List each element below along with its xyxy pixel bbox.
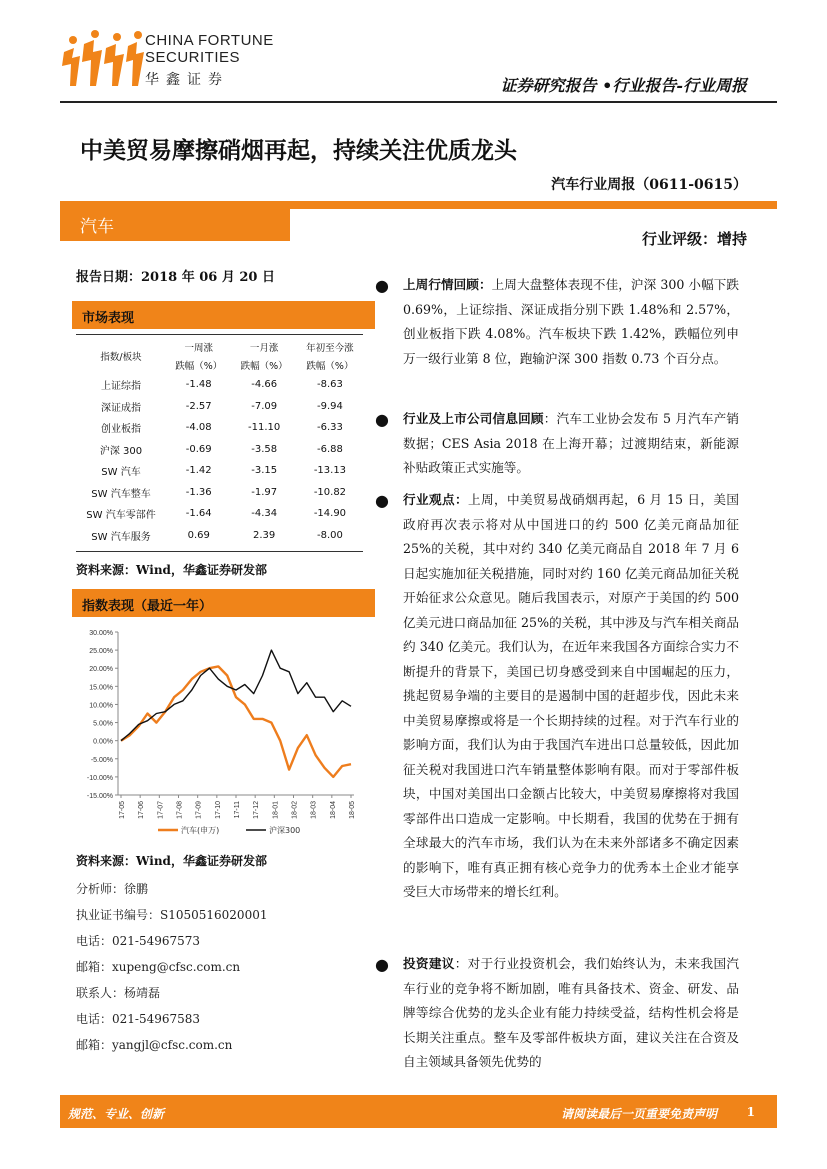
footer-disclaimer: 请阅读最后一页重要免责声明: [560, 1107, 717, 1121]
brand-name-cn: 华鑫证券: [145, 72, 229, 88]
contact-name: 联系人：杨靖磊: [76, 986, 161, 1000]
x-tick-label: 17-06: [138, 801, 146, 819]
legend-label-1: 沪深300: [269, 826, 301, 835]
report-type: 证券研究报告 •行业报告-行业周报: [500, 76, 747, 95]
col-header-name: 指数/板块: [100, 352, 142, 363]
bullet-icon: ●: [375, 410, 389, 429]
y-tick-label: 10.00%: [89, 702, 113, 710]
table-row: 创业板指 -4.08 -11.10 -6.33: [101, 422, 343, 436]
series-line-0: [121, 666, 351, 777]
chart-section-header: [72, 589, 375, 617]
footer-slogan: 规范、专业、创新: [68, 1107, 165, 1121]
brand-name-en: [145, 32, 274, 66]
x-tick-label: 17-12: [253, 801, 261, 819]
y-tick-label: -15.00%: [86, 793, 113, 800]
page-subtitle: 汽车行业周报（0611-0615）: [551, 177, 747, 193]
industry-rating: 行业评级：增持: [641, 230, 747, 248]
col-header-month: 一月涨: [249, 343, 279, 354]
analyst-email[interactable]: 邮箱：xupeng@cfsc.com.cn: [76, 960, 241, 974]
chart-section-title: 指数表现（最近一年）: [82, 599, 213, 614]
market-section-header: [72, 301, 375, 329]
y-tick-label: 20.00%: [89, 666, 113, 674]
table-row: 上证综指 -1.48 -4.66 -8.63: [101, 379, 343, 393]
x-tick-label: 17-08: [176, 801, 184, 819]
contact-phone: 电话：021-54967583: [76, 1012, 201, 1026]
sector-label: 汽车: [80, 217, 114, 237]
bullet-icon: ●: [375, 955, 389, 974]
page-number: 1: [746, 1105, 755, 1119]
market-table: [76, 338, 363, 546]
x-tick-label: 17-10: [214, 801, 222, 819]
table-row: SW 汽车整车 -1.36 -1.97 -10.82: [91, 486, 347, 500]
col-header-week: 一周涨: [184, 343, 213, 354]
brand-name-line2: SECURITIES: [145, 49, 241, 66]
section-investment-advice: 投资建议：对于行业投资机会，我们始终认为，未来我国汽车行业的竞争将不断加剧，唯有具备技术、资金、研发、品牌等综合优势的龙头企业有能力持续受益，结构性机会将是长期关注重点。整车及零部件板块方面，建议关注在合资及自主领域具备领先优势的: [403, 956, 740, 1069]
chart-source: 资料来源：Wind，华鑫证券研发部: [76, 854, 267, 868]
table-row: SW 汽车 -1.42 -3.15 -13.13: [101, 465, 347, 479]
contact-email[interactable]: 邮箱：yangjl@cfsc.com.cn: [76, 1038, 233, 1052]
analyst-phone: 电话：021-54967573: [76, 934, 201, 948]
x-tick-label: 18-05: [349, 801, 356, 819]
x-tick-label: 17-05: [119, 801, 126, 819]
col-header-ytd-unit: 跌幅（%）: [306, 361, 354, 372]
section-industry-news: 行业及上市公司信息回顾：汽车工业协会发布 5 月汽车产销数据；CES Asia 2018 在上海开幕；过渡期结束，新能源补贴政策正式实施等。: [403, 411, 739, 475]
table-top-rule: [76, 334, 363, 335]
y-tick-label: -10.00%: [86, 774, 113, 782]
table-source: 资料来源：Wind，华鑫证券研发部: [76, 563, 267, 577]
x-tick-label: 17-11: [234, 801, 241, 819]
y-tick-label: 30.00%: [89, 630, 113, 637]
table-row: SW 汽车零部件 -1.64 -4.34 -14.90: [86, 508, 347, 522]
bullet-icon: ●: [375, 276, 389, 295]
table-bottom-rule: [76, 551, 363, 552]
section-market-review: 上周行情回顾：上周大盘整体表现不佳，沪深 300 小幅下跌 0.69%，上证综指、深证成指分别下跌 1.48%和 2.57%，创业板指下跌 4.08%。汽车板块下跌 1.42%，跌幅位列申万一级行业第 8 位，跑输沪深 300 指数 0.73 个百分点。: [403, 277, 740, 366]
table-row: 沪深 300 -0.69 -3.58 -6.88: [99, 443, 343, 457]
section-industry-view: 行业观点：上周，中美贸易战硝烟再起，6 月 15 日，美国政府再次表示将对从中国进口的约 500 亿美元商品加征 25%的关税，其中对约 340 亿美元商品自 2018 年 7 月 6 日起实施加征关税措施，同时对约 160 亿美元商品加征关税开始征求公众意见。随后我国表示，对原产于美国的约 500 亿美元进口商品加征 25%的关税，其中涉及与汽车相关商品约 340 亿美元。我们认为，在近年来我国各方面综合实力不断提升的背景下，美国已切身感受到来自中国崛起的压力，挑起贸易争端的主要目的是遏制中国的赶超步伐，因此未来中美贸易摩擦或将是一个长期持续的过程。对于汽车行业的影响方面，我们认为由于我国汽车进出口总量较低，因此加征关税对我国进口汽车销量整体影响有限。而对于零部件板块，中国对美国出口金额占比较大，中美贸易摩擦将对我国零部件出口造成一定影响。中长期看，我国的优势在于拥有全球最大的汽车市场，我们认为在未来外部诸多不确定因素的影响下，唯有真正拥有核心竞争力的优秀本土企业才能享受巨大市场带来的增长红利。: [403, 492, 739, 899]
x-tick-label: 18-02: [291, 801, 299, 819]
market-section-title: 市场表现: [82, 311, 135, 326]
x-tick-label: 17-07: [157, 801, 165, 819]
index-performance-chart: [76, 620, 366, 845]
table-row: 深证成指 -2.57 -7.09 -9.94: [101, 400, 343, 414]
header-divider: [60, 101, 777, 103]
y-tick-label: 25.00%: [89, 648, 113, 656]
col-header-week-unit: 跌幅（%）: [175, 361, 223, 372]
x-tick-label: 18-01: [272, 801, 280, 819]
x-tick-label: 17-09: [195, 801, 203, 819]
report-date: 报告日期：2018 年 06 月 20 日: [76, 270, 275, 285]
y-tick-label: 5.00%: [93, 720, 113, 728]
y-tick-label: -5.00%: [90, 756, 113, 764]
bullet-icon: ●: [375, 491, 389, 510]
page-title: 中美贸易摩擦硝烟再起，持续关注优质龙头: [80, 137, 517, 164]
legend-label-0: 汽车(申万): [181, 826, 220, 835]
brand-name-line1: CHINA FORTUNE: [145, 32, 274, 49]
x-tick-label: 18-04: [329, 801, 337, 819]
analyst-name: 分析师：徐鹏: [76, 882, 149, 896]
license-number: 执业证书编号：S1050516020001: [76, 908, 268, 922]
col-header-month-unit: 跌幅（%）: [240, 361, 288, 372]
col-header-ytd: 年初至今涨: [306, 343, 354, 354]
logo-mark-icon: [62, 30, 144, 86]
x-tick-label: 18-03: [310, 801, 318, 819]
y-tick-label: 0.00%: [93, 738, 113, 746]
y-tick-label: 15.00%: [89, 684, 113, 692]
table-row: SW 汽车服务 0.69 2.39 -8.00: [91, 529, 343, 543]
